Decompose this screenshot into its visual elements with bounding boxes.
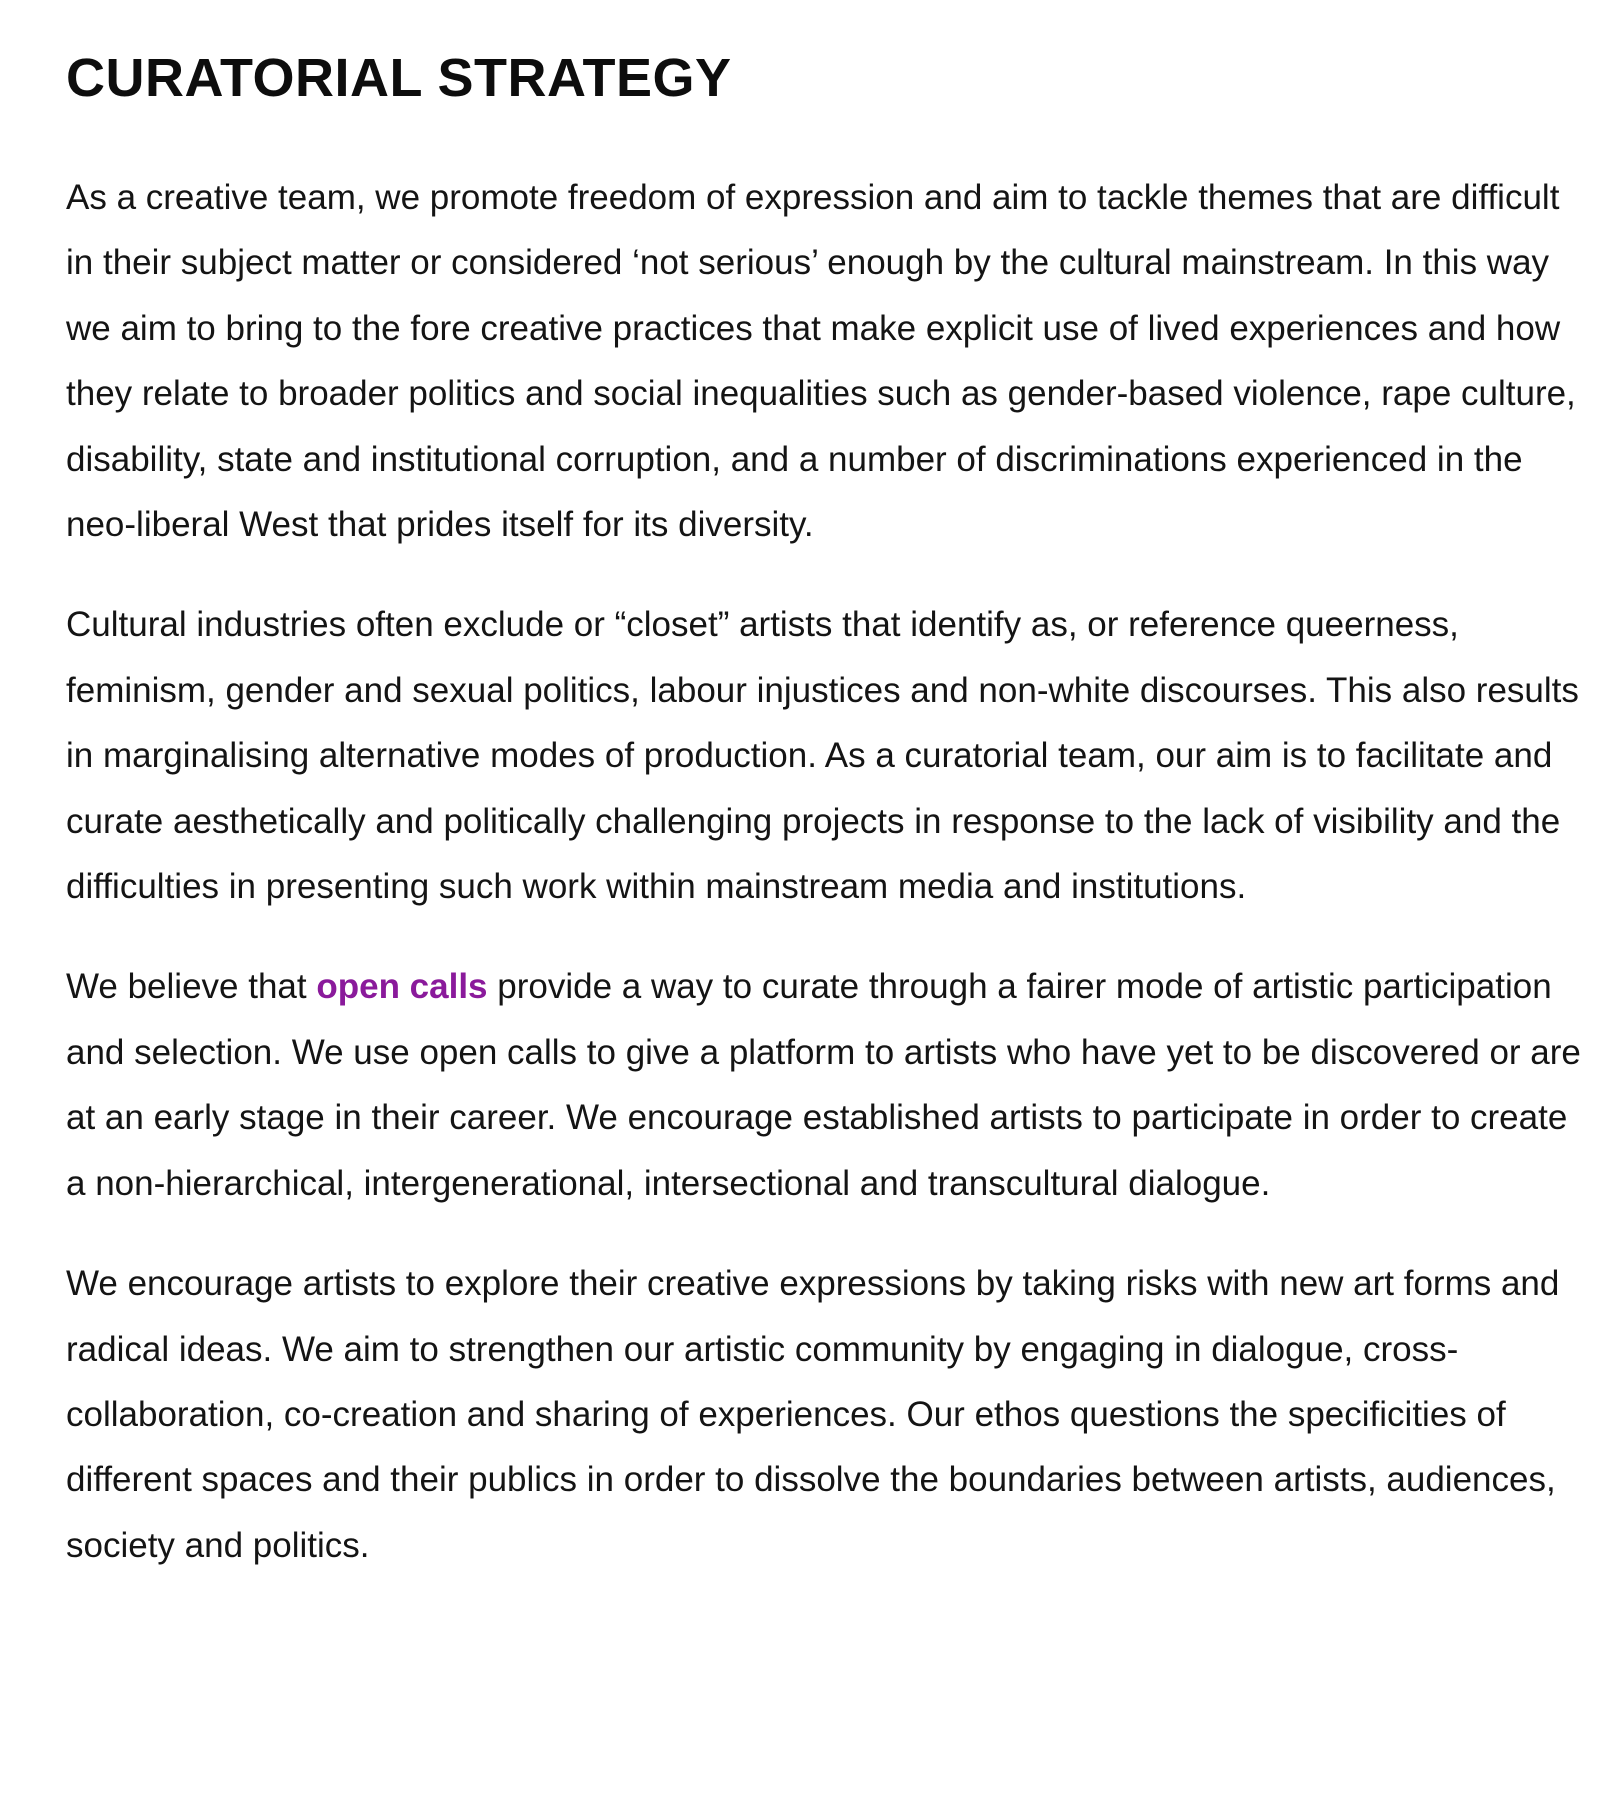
paragraph-artistic-community: We encourage artists to explore their creative expressions by taking risks with new art forms and radical ideas. We aim to strengthen our artistic community by engaging in dialogue, cross-collaboration, co-creation and sharing of experiences. Our ethos questions the specificities of different spaces and their publics in order to dissolve the boundaries between artists, audiences, society and politics. [66,1264,1560,1565]
paragraph-open-calls-rest: provide a way to curate through a fairer mode of artistic participation and selection. We use open calls to give a platform to artists who have yet to be discovered or are at an early stage in their career. We encourage established artists to participate in order to create a non-hierarchical, intergenerational, intersectional and transcultural dialogue. [66,967,1581,1203]
paragraph-open-calls-lead: We believe that [66,967,317,1007]
page-title: CURATORIAL STRATEGY [66,48,732,108]
paragraph-cultural-industries: Cultural industries often exclude or “closet” artists that identify as, or reference queerness, feminism, gender and sexual politics, labour injustices and non-white discourses. This also results in marginalising alternative modes of production. As a curatorial team, our aim is to facilitate and curate aesthetically and politically challenging projects in response to the lack of visibility and the difficulties in presenting such work within mainstream media and institutions. [66,605,1579,907]
article [66,0,1586,1613]
open-calls-link[interactable]: open calls [316,967,488,1007]
paragraph-intro: As a creative team, we promote freedom of expression and aim to tackle themes that are difficult in their subject matter or considered ‘not serious’ enough by the cultural mainstream. In this way we aim to bring to the fore creative practices that make explicit use of lived experiences and how they relate to broader politics and social inequalities such as gender-based violence, rape culture, disability, state and institutional corruption, and a number of discriminations experienced in the neo-liberal West that prides itself for its diversity. [66,178,1576,545]
paragraph-open-calls [66,954,1586,1216]
article-body [66,165,1586,1578]
